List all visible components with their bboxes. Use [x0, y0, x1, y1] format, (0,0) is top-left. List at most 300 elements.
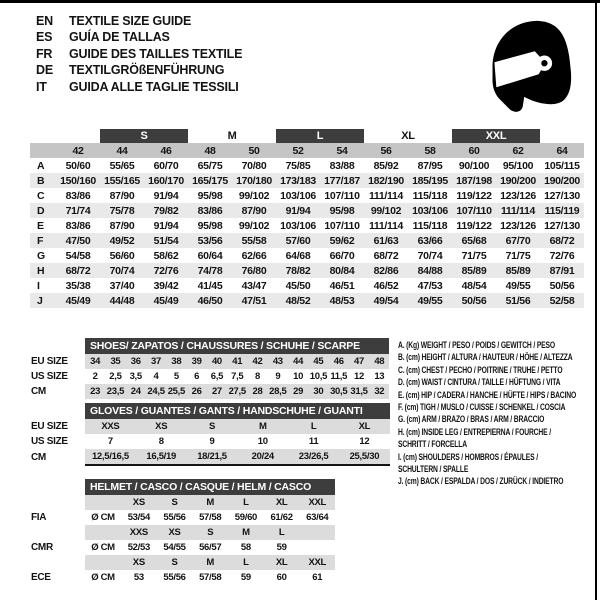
size-value-cell: 40: [207, 354, 227, 369]
size-value-cell: 43/47: [241, 279, 267, 292]
size-value-cell: 39: [186, 354, 206, 369]
size-value-cell: 26: [186, 384, 206, 399]
size-value-cell: 10: [293, 371, 304, 382]
size-value-cell: 60/64: [197, 249, 223, 262]
size-value-cell: 70/74: [417, 249, 443, 262]
measurement-row: [30, 203, 584, 218]
page-right-border: [595, 3, 597, 600]
size-value-cell: 66/70: [329, 249, 355, 262]
row-label-cell: CM: [31, 451, 46, 463]
size-value-cell: L: [228, 495, 264, 510]
size-value-cell: 85/89: [496, 263, 540, 278]
helmet-row: [30, 540, 335, 555]
size-value-cell: 87/91: [540, 263, 584, 278]
measurement-row: [30, 263, 584, 278]
size-value-cell: 57/58: [199, 512, 222, 523]
size-value-cell: 50/60: [65, 159, 91, 172]
size-value-cell: 72/76: [549, 249, 575, 262]
size-value-cell: XL: [264, 495, 300, 510]
size-value-cell: 58/62: [153, 249, 179, 262]
size-value-cell: 27,5: [228, 386, 246, 397]
column-header-cell: 58: [408, 143, 452, 158]
size-value-cell: 27: [207, 384, 227, 399]
size-value-cell: 72/76: [144, 263, 188, 278]
size-band-m: M: [227, 130, 237, 142]
size-value-cell: XXL: [299, 495, 335, 510]
legend-line: A. (Kg) WEIGHT / PESO / POIDS / GEWITCH / PESO: [398, 340, 555, 350]
size-value-cell: 95/98: [320, 203, 364, 218]
size-value-cell: 44/48: [100, 293, 144, 308]
language-code: DE: [36, 63, 53, 78]
size-value-cell: 67/70: [496, 233, 540, 248]
size-value-cell: L: [264, 525, 300, 540]
shoes-title: SHOES/ ZAPATOS / CHAUSSURES / SCHUHE / SCARPE: [85, 338, 389, 354]
size-value-cell: 5: [173, 371, 179, 382]
size-value-cell: 7,5: [231, 371, 244, 382]
size-value-cell: 61/63: [364, 233, 408, 248]
table-title-row: [30, 403, 390, 419]
gloves-title: GLOVES / GUANTES / GANTS / HANDSCHUHE / GUANTI: [85, 403, 390, 419]
language-header: [36, 13, 242, 95]
size-value-cell: 56/57: [199, 542, 222, 553]
size-value-cell: 127/130: [544, 219, 580, 232]
size-value-cell: 57/60: [276, 233, 320, 248]
legend-line: C. (cm) CHEST / PECHO / POITRINE / TRUHE / PETTO: [398, 364, 563, 375]
size-value-cell: 7: [107, 436, 113, 447]
row-label-cell: C: [37, 189, 45, 202]
size-value-cell: 119/122: [456, 219, 492, 232]
size-value-cell: 79/82: [144, 203, 188, 218]
size-value-cell: 55/58: [232, 233, 276, 248]
size-value-cell: 47: [349, 354, 369, 369]
size-value-cell: 23: [85, 384, 105, 399]
size-value-cell: 95/98: [197, 219, 223, 232]
size-value-cell: 49/54: [364, 293, 408, 308]
size-value-cell: 56/60: [109, 249, 135, 262]
row-label-cell: B: [30, 173, 56, 188]
size-value-cell: 30,5: [330, 386, 348, 397]
size-value-cell: 59: [240, 572, 251, 583]
size-value-cell: XXS: [85, 419, 136, 434]
gloves-size-table: [30, 403, 390, 466]
size-value-cell: 123/126: [500, 189, 536, 202]
column-header-cell: 56: [364, 143, 408, 158]
size-value-cell: 45/49: [56, 293, 100, 308]
size-value-cell: M: [237, 419, 288, 434]
size-value-cell: 99/102: [238, 189, 270, 202]
size-value-cell: 59/62: [320, 233, 364, 248]
size-value-cell: 50/56: [549, 279, 575, 292]
size-value-cell: 68/72: [56, 263, 100, 278]
column-header-cell: 50: [232, 143, 276, 158]
size-value-cell: 185/195: [408, 173, 452, 188]
size-value-cell: XL: [339, 419, 390, 434]
size-value-cell: 83/86: [65, 219, 91, 232]
size-band-l: L: [276, 129, 364, 143]
size-value-cell: 87/90: [232, 203, 276, 218]
row-label-cell: [30, 143, 56, 158]
size-value-cell: 111/114: [368, 189, 404, 202]
size-value-cell: 78/82: [276, 263, 320, 278]
size-value-cell: 68/72: [373, 249, 399, 262]
size-value-cell: 107/110: [324, 219, 360, 232]
size-value-cell: 53: [133, 572, 144, 583]
gloves-row: [30, 419, 390, 434]
size-value-cell: 87/90: [109, 189, 135, 202]
size-value-cell: 11,5: [330, 371, 348, 382]
language-title: GUÍA DE TALLAS: [69, 30, 170, 45]
size-value-cell: 54/58: [65, 249, 91, 262]
size-value-cell: 165/175: [188, 173, 232, 188]
size-value-cell: 36: [126, 354, 146, 369]
column-header-cell: 42: [56, 143, 100, 158]
size-value-cell: 190/200: [496, 173, 540, 188]
size-value-cell: 111/114: [496, 203, 540, 218]
size-value-cell: 31,5: [350, 386, 368, 397]
size-value-cell: 25,5/30: [339, 449, 390, 465]
table-title-row: [30, 338, 389, 354]
size-value-cell: 68/72: [540, 233, 584, 248]
size-value-cell: 12: [354, 371, 364, 382]
unit-cell: Ø CM: [91, 572, 115, 583]
size-band-xl: XL: [401, 130, 415, 142]
size-value-cell: 25,5: [167, 386, 185, 397]
shoes-row: [30, 369, 389, 384]
size-value-cell: XS: [121, 555, 157, 570]
spacer-cell: [30, 129, 56, 143]
size-value-cell: 107/110: [452, 203, 496, 218]
row-label-cell: CM: [31, 386, 46, 397]
size-value-cell: 8: [255, 371, 261, 382]
size-value-cell: 111/114: [368, 219, 404, 232]
language-title: GUIDE DES TAILLES TEXTILE: [69, 46, 243, 61]
size-value-cell: 12,5/16,5: [85, 449, 136, 465]
unit-cell: [85, 495, 121, 510]
language-row: [36, 46, 242, 62]
size-value-cell: 155/165: [100, 173, 144, 188]
size-value-cell: 39/42: [153, 279, 179, 292]
size-value-cell: 57/58: [199, 572, 222, 583]
size-value-cell: 18/21,5: [187, 449, 238, 465]
size-value-cell: 60/70: [153, 159, 179, 172]
size-value-cell: 52/53: [127, 542, 150, 553]
size-value-cell: 190/200: [540, 173, 584, 188]
size-value-cell: 160/170: [144, 173, 188, 188]
legend-line: E. (cm) HIP / CADERA / HANCHE / HÜFTE / HIPS / BACINO: [398, 389, 577, 400]
size-value-cell: 35: [105, 354, 125, 369]
size-value-cell: XXS: [121, 525, 157, 540]
size-value-cell: M: [228, 525, 264, 540]
row-label-cell: G: [37, 249, 45, 262]
size-value-cell: 173/183: [276, 173, 320, 188]
size-value-cell: 28: [247, 384, 267, 399]
shoes-row: [30, 354, 389, 369]
size-value-cell: 115/119: [540, 203, 584, 218]
size-value-cell: 83/86: [188, 203, 232, 218]
size-value-cell: 150/160: [56, 173, 100, 188]
size-value-cell: 43: [268, 354, 288, 369]
size-value-cell: 6: [194, 371, 200, 382]
size-value-cell: XXL: [299, 555, 335, 570]
size-value-cell: 46/52: [373, 279, 399, 292]
size-value-cell: 71/74: [56, 203, 100, 218]
row-label-cell: US SIZE: [31, 371, 68, 382]
language-row: [36, 79, 242, 95]
unit-cell: Ø CM: [91, 542, 115, 553]
size-band-row: [30, 129, 584, 143]
size-value-cell: 55/65: [109, 159, 135, 172]
size-value-cell: 50/56: [452, 293, 496, 308]
size-value-cell: 60: [276, 572, 287, 583]
size-value-cell: 61/62: [270, 512, 293, 523]
size-value-cell: 87/95: [417, 159, 443, 172]
legend-line: SCHRITT / FORCELLA: [398, 439, 467, 450]
size-value-cell: L: [228, 555, 264, 570]
size-value-cell: 103/106: [408, 203, 452, 218]
size-value-cell: 46: [329, 354, 349, 369]
measurement-row: [30, 158, 584, 173]
size-value-cell: 30: [308, 384, 328, 399]
size-value-cell: 24,5: [147, 386, 165, 397]
size-value-cell: 37/40: [109, 279, 135, 292]
legend-line: D. (cm) WAIST / CINTURA / TAILLE / HÜFTUNG / VITA: [398, 377, 561, 388]
row-label-cell: [30, 555, 85, 570]
size-value-cell: 46/51: [329, 279, 355, 292]
language-code: ES: [36, 30, 53, 45]
column-header-cell: 64: [540, 143, 584, 158]
size-value-cell: XS: [157, 525, 193, 540]
size-value-cell: 87/90: [109, 219, 135, 232]
size-value-cell: 2: [92, 371, 98, 382]
size-value-cell: 48: [369, 354, 389, 369]
size-value-cell: 64/68: [285, 249, 311, 262]
size-value-cell: 53/54: [127, 512, 150, 523]
size-value-cell: 115/118: [412, 219, 448, 232]
size-value-cell: 44: [288, 354, 308, 369]
language-code: FR: [36, 46, 53, 61]
size-value-cell: 47/50: [56, 233, 100, 248]
size-value-cell: 46/50: [188, 293, 232, 308]
unit-cell: [85, 555, 121, 570]
size-value-cell: 48/54: [461, 279, 487, 292]
size-value-cell: XS: [136, 419, 187, 434]
gloves-row: [30, 449, 390, 465]
measurement-row: [30, 248, 584, 263]
column-header-cell: 44: [100, 143, 144, 158]
size-value-cell: 63/66: [408, 233, 452, 248]
size-value-cell: S: [187, 419, 238, 434]
language-title: TEXTILE SIZE GUIDE: [69, 14, 192, 28]
size-value-cell: 71/75: [461, 249, 487, 262]
size-value-cell: 49/55: [408, 293, 452, 308]
size-value-cell: 48/53: [320, 293, 364, 308]
row-label-cell: EU SIZE: [31, 421, 68, 432]
size-value-cell: 51/54: [144, 233, 188, 248]
racing-helmet-icon: [482, 19, 578, 119]
size-value-cell: 71/75: [505, 249, 531, 262]
size-value-cell: 74/78: [188, 263, 232, 278]
size-value-cell: 51/56: [496, 293, 540, 308]
unit-cell: [85, 525, 121, 540]
column-header-cell: 54: [320, 143, 364, 158]
legend-line: F. (cm) TIGH / MUSLO / CUISSE / SCHENKEL / COSCIA: [398, 402, 566, 413]
table-title-row: [30, 479, 335, 495]
shoes-row: [30, 384, 389, 399]
size-value-cell: S: [192, 525, 228, 540]
size-value-cell: 83/86: [65, 189, 91, 202]
size-value-cell: 75/85: [285, 159, 311, 172]
size-value-cell: 55/56: [163, 572, 186, 583]
size-value-cell: 2,5: [109, 371, 122, 382]
legend-line: H. (cm) INSIDE LEG / ENTREPIERNA / FOURCHE /: [398, 426, 551, 437]
size-value-cell: 54/55: [163, 542, 186, 553]
size-value-cell: 10: [257, 436, 268, 447]
size-value-cell: 91/94: [276, 203, 320, 218]
size-value-cell: 42: [247, 354, 267, 369]
size-value-cell: 23,5: [106, 386, 125, 397]
size-value-cell: 11: [308, 436, 319, 447]
size-value-cell: 99/102: [238, 219, 270, 232]
size-value-cell: [299, 525, 335, 540]
measurement-row: [30, 173, 584, 188]
size-value-cell: 41/45: [197, 279, 223, 292]
column-header-cell: 52: [276, 143, 320, 158]
size-value-cell: 23/26,5: [288, 449, 339, 465]
language-row: [36, 62, 242, 78]
size-value-cell: 49/52: [100, 233, 144, 248]
column-header-cell: 62: [496, 143, 540, 158]
size-value-cell: S: [157, 495, 193, 510]
row-label-cell: H: [30, 263, 56, 278]
size-value-cell: 37: [146, 354, 166, 369]
size-value-cell: 177/187: [320, 173, 364, 188]
row-label-cell: [30, 525, 85, 540]
size-value-cell: 29: [288, 384, 308, 399]
language-title: GUIDA ALLE TAGLIE TESSILI: [69, 79, 239, 94]
size-value-cell: 9: [209, 436, 215, 447]
size-value-cell: 76/80: [232, 263, 276, 278]
spacer-cell: [540, 129, 584, 143]
size-value-cell: 107/110: [324, 189, 360, 202]
size-value-cell: 63/64: [306, 512, 329, 523]
size-value-cell: 4: [153, 371, 159, 382]
legend-line: B. (cm) HEIGHT / ALTURA / HAUTEUR / HÖHE / ALTEZZA: [398, 352, 573, 363]
size-value-cell: 52/58: [540, 293, 584, 308]
helmet-row: [30, 510, 335, 525]
size-value-cell: 41: [227, 354, 247, 369]
size-value-cell: 85/92: [373, 159, 399, 172]
row-label-cell: FIA: [31, 512, 47, 523]
gloves-row: [30, 434, 390, 449]
size-value-cell: 105/115: [544, 159, 580, 172]
size-value-cell: 99/102: [364, 203, 408, 218]
size-value-cell: 6,5: [210, 371, 224, 382]
size-band-xxl: XXL: [452, 129, 540, 143]
measurement-legend: [398, 339, 593, 488]
row-label-cell: F: [30, 233, 56, 248]
legend-line: SCHULTERN / SPALLE: [398, 464, 469, 475]
helmet-row: [30, 495, 335, 510]
size-value-cell: 75/78: [100, 203, 144, 218]
row-label-cell: EU SIZE: [31, 356, 68, 367]
size-value-cell: 70/80: [241, 159, 267, 172]
size-value-cell: 20/24: [237, 449, 288, 465]
size-value-cell: 65/75: [197, 159, 223, 172]
size-value-cell: 61: [312, 572, 323, 583]
size-value-cell: 28,5: [269, 386, 287, 397]
size-value-cell: 34: [85, 354, 105, 369]
shoes-size-table: [30, 338, 389, 399]
size-value-cell: XL: [264, 555, 300, 570]
legend-line: G. (cm) ARM / BRAZO / BRAS / ARM / BRACCIO: [398, 414, 545, 425]
size-value-cell: [299, 540, 335, 555]
size-value-cell: 85/89: [452, 263, 496, 278]
size-value-cell: 62/66: [241, 249, 267, 262]
measurement-row: [30, 188, 584, 203]
spacer-cell: [30, 479, 85, 495]
row-label-cell: US SIZE: [31, 436, 68, 447]
helmet-title: HELMET / CASCO / CASQUE / HELM / CASCO: [85, 479, 335, 495]
legend-line: J. (cm) BACK / ESPALDA / DOS / ZURÜCK / INDIETRO: [398, 476, 564, 487]
size-value-cell: 103/106: [280, 189, 316, 202]
size-value-cell: M: [192, 555, 228, 570]
size-value-cell: 12: [359, 436, 370, 447]
size-value-cell: 8: [158, 436, 164, 447]
size-value-cell: 83/88: [329, 159, 355, 172]
size-value-cell: 91/94: [153, 189, 179, 202]
size-value-cell: 115/118: [412, 189, 448, 202]
spacer-cell: [30, 338, 85, 354]
size-value-cell: 35/38: [65, 279, 91, 292]
size-value-cell: 170/180: [232, 173, 276, 188]
size-value-cell: 70/74: [100, 263, 144, 278]
size-value-cell: 13: [374, 371, 385, 382]
helmet-row: [30, 555, 335, 570]
row-label-cell: I: [37, 279, 40, 292]
size-value-cell: 24: [126, 384, 146, 399]
size-value-cell: 82/86: [364, 263, 408, 278]
size-value-cell: 95/98: [197, 189, 223, 202]
textile-size-table: [30, 129, 584, 308]
measurement-row: [30, 233, 584, 248]
row-label-cell: ECE: [31, 572, 51, 583]
size-value-cell: 53/56: [188, 233, 232, 248]
measurement-row: [30, 278, 584, 293]
measurement-row: [30, 218, 584, 233]
size-value-cell: 59: [276, 542, 287, 553]
size-value-cell: M: [192, 495, 228, 510]
size-value-cell: 38: [166, 354, 186, 369]
helmet-row: [30, 570, 335, 585]
row-label-cell: CMR: [31, 542, 53, 553]
size-value-cell: 45/49: [144, 293, 188, 308]
row-label-cell: D: [30, 203, 56, 218]
language-code: EN: [36, 14, 53, 28]
unit-cell: Ø CM: [91, 512, 115, 523]
size-value-cell: XS: [121, 495, 157, 510]
size-band-s: S: [100, 129, 188, 143]
size-value-cell: 182/190: [364, 173, 408, 188]
helmet-row: [30, 525, 335, 540]
size-value-cell: 47/53: [417, 279, 443, 292]
size-value-cell: 91/94: [153, 219, 179, 232]
legend-line: I. (cm) SHOULDERS / HOMBROS / ÉPAULES /: [398, 451, 538, 462]
size-value-cell: 95/100: [502, 159, 534, 172]
size-value-cell: 65/68: [452, 233, 496, 248]
size-value-cell: 123/126: [500, 219, 536, 232]
language-title: TEXTILGRÖßENFÜHRUNG: [69, 63, 225, 78]
size-value-cell: 45/50: [285, 279, 311, 292]
